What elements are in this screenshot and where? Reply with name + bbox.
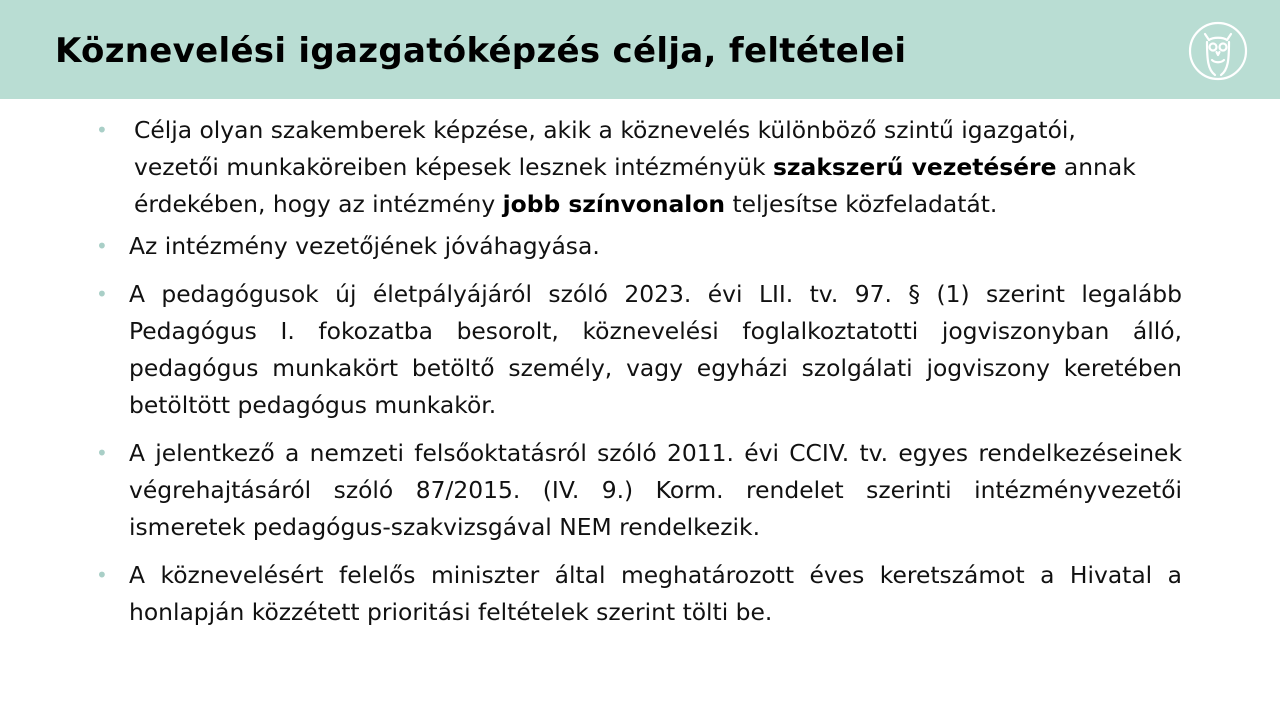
bullet-list xyxy=(96,112,1182,631)
bullet-marker: • xyxy=(96,118,108,142)
bullet-text: Az intézmény vezetőjének jóváhagyása. xyxy=(129,232,600,260)
list-item xyxy=(96,276,1182,424)
bullet-marker: • xyxy=(96,563,108,587)
bullet-text xyxy=(134,116,1136,218)
page-title: Köznevelési igazgatóképzés célja, feltételei xyxy=(55,31,907,71)
text-segment: annak érdekében, hogy az intézmény xyxy=(134,153,1136,218)
list-item xyxy=(96,112,1182,223)
bullet-marker: • xyxy=(96,282,108,306)
list-item xyxy=(96,557,1182,631)
bold-text-segment: szakszerű vezetésére xyxy=(773,153,1057,181)
bullet-text: A köznevelésért felelős miniszter által meghatározott éves keretszámot a Hivatal a honlapján közzétett prioritási feltételek szerint tölti be. xyxy=(129,561,1182,626)
text-segment: teljesítse közfeladatát. xyxy=(725,190,998,218)
bullet-text: A pedagógusok új életpályájáról szóló 2023. évi LII. tv. 97. § (1) szerint legalább Pedagógus I. fokozatba besorolt, köznevelési foglalkoztatotti jogviszonyban álló, pedagógus munkakört betöltő személy, vagy egyházi szolgálati jogviszony keretében betöltött pedagógus munkakör. xyxy=(129,280,1182,419)
bullet-text: A jelentkező a nemzeti felsőoktatásról szóló 2011. évi CCIV. tv. egyes rendelkezéseinek végrehajtásáról szóló 87/2015. (IV. 9.) Korm. rendelet szerinti intézményvezetői ismeretek pedagógus-szakvizsgával NEM rendelkezik. xyxy=(129,439,1182,541)
bold-text-segment: jobb színvonalon xyxy=(502,190,726,218)
title-bar xyxy=(0,0,1280,99)
list-item xyxy=(96,228,1182,265)
text-segment: Célja olyan szakemberek képzése, akik a köznevelés különböző szintű igazgatói, vezetői munkaköreiben képesek lesznek intézményük xyxy=(134,116,1076,181)
bullet-marker: • xyxy=(96,441,108,465)
bullet-marker: • xyxy=(96,234,108,258)
owl-logo-icon xyxy=(1188,20,1248,82)
list-item xyxy=(96,435,1182,546)
